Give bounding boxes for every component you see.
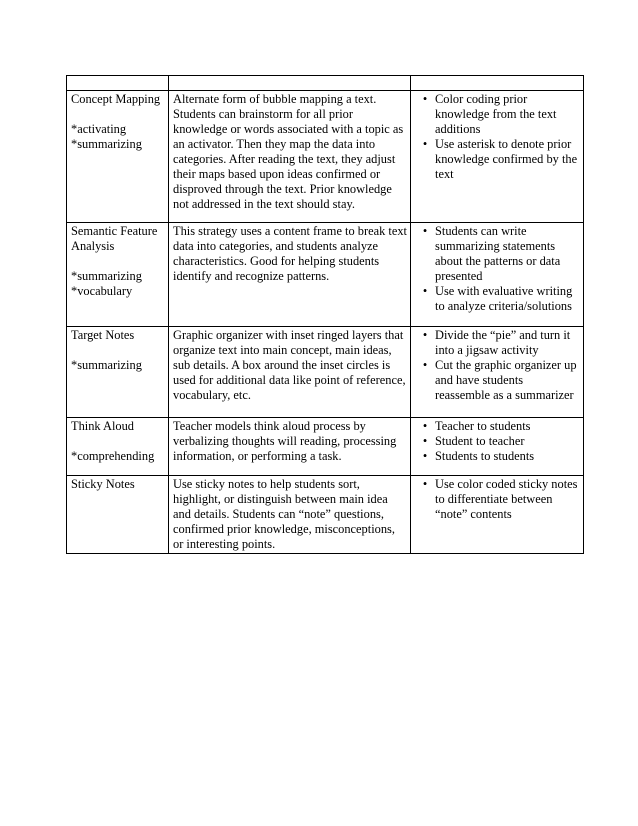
- strategy-name: Concept Mapping: [71, 92, 161, 106]
- strategy-cell: [67, 476, 169, 554]
- strategy-tag: *summarizing: [71, 358, 142, 372]
- bullet-icon: •: [422, 224, 428, 238]
- strategy-tag: *summarizing: [71, 269, 142, 283]
- list-item: • Divide the “pie” and turn it into a jigsaw activity: [435, 328, 580, 358]
- strategy-tag: *summarizing: [71, 137, 142, 151]
- list-item: • Use with evaluative writing to analyze criteria/solutions: [435, 284, 580, 314]
- description-cell: Graphic organizer with inset ringed layers that organize text into main concept, main ideas, sub details. A box around the inset circles is used for additional data like point of reference, vocabulary, etc.: [169, 327, 411, 418]
- table-header-row: [67, 76, 584, 91]
- table-row: [67, 327, 584, 418]
- strategy-name: Think Aloud: [71, 419, 134, 433]
- table-row: [67, 223, 584, 327]
- strategy-table: [66, 75, 584, 554]
- ideas-list: [415, 477, 580, 522]
- table-row: [67, 418, 584, 476]
- list-item: • Student to teacher: [435, 434, 580, 449]
- description-cell: Alternate form of bubble mapping a text. Students can brainstorm for all prior knowledge or words associated with a topic as an activator. Then they map the data into categories. After reading the text, they adjust their maps based upon ideas confirmed or disproved through the text. Prior knowledge not addressed in the text should stay.: [169, 91, 411, 223]
- strategy-tag: *vocabulary: [71, 284, 133, 298]
- list-item: • Students can write summarizing statements about the patterns or data presented: [435, 224, 580, 284]
- bullet-icon: •: [422, 284, 428, 298]
- bullet-icon: •: [422, 477, 428, 491]
- bullet-icon: •: [422, 92, 428, 106]
- ideas-cell: [411, 418, 584, 476]
- strategy-tag: *comprehending: [71, 449, 155, 463]
- header-cell: [67, 76, 169, 91]
- ideas-list: [415, 328, 580, 403]
- strategy-tag: *activating: [71, 122, 127, 136]
- ideas-list: [415, 419, 580, 464]
- list-item: • Teacher to students: [435, 419, 580, 434]
- header-cell: [169, 76, 411, 91]
- ideas-cell: [411, 223, 584, 327]
- table-row: [67, 91, 584, 223]
- strategy-cell: [67, 418, 169, 476]
- header-cell: [411, 76, 584, 91]
- table-row: [67, 476, 584, 554]
- bullet-icon: •: [422, 358, 428, 372]
- list-item: • Use color coded sticky notes to differentiate between “note” contents: [435, 477, 580, 522]
- strategy-cell: [67, 223, 169, 327]
- strategy-name: Target Notes: [71, 328, 135, 342]
- ideas-cell: [411, 327, 584, 418]
- bullet-icon: •: [422, 328, 428, 342]
- bullet-icon: •: [422, 449, 428, 463]
- ideas-cell: [411, 91, 584, 223]
- strategy-name: Sticky Notes: [71, 477, 135, 491]
- description-cell: Use sticky notes to help students sort, highlight, or distinguish between main idea and details. Students can “note” questions, confirmed prior knowledge, misconceptions, or interesting points.: [169, 476, 411, 554]
- list-item: • Cut the graphic organizer up and have students reassemble as a summarizer: [435, 358, 580, 403]
- strategy-name: Semantic Feature Analysis: [71, 224, 158, 253]
- ideas-list: [415, 224, 580, 314]
- bullet-icon: •: [422, 434, 428, 448]
- description-cell: Teacher models think aloud process by verbalizing thoughts will reading, processing information, or performing a task.: [169, 418, 411, 476]
- ideas-cell: [411, 476, 584, 554]
- list-item: • Use asterisk to denote prior knowledge confirmed by the text: [435, 137, 580, 182]
- bullet-icon: •: [422, 419, 428, 433]
- bullet-icon: •: [422, 137, 428, 151]
- list-item: • Color coding prior knowledge from the text additions: [435, 92, 580, 137]
- description-cell: This strategy uses a content frame to break text data into categories, and students analyze characteristics. Good for helping students identify and recognize patterns.: [169, 223, 411, 327]
- ideas-list: [415, 92, 580, 182]
- list-item: • Students to students: [435, 449, 580, 464]
- strategy-cell: [67, 327, 169, 418]
- strategy-cell: [67, 91, 169, 223]
